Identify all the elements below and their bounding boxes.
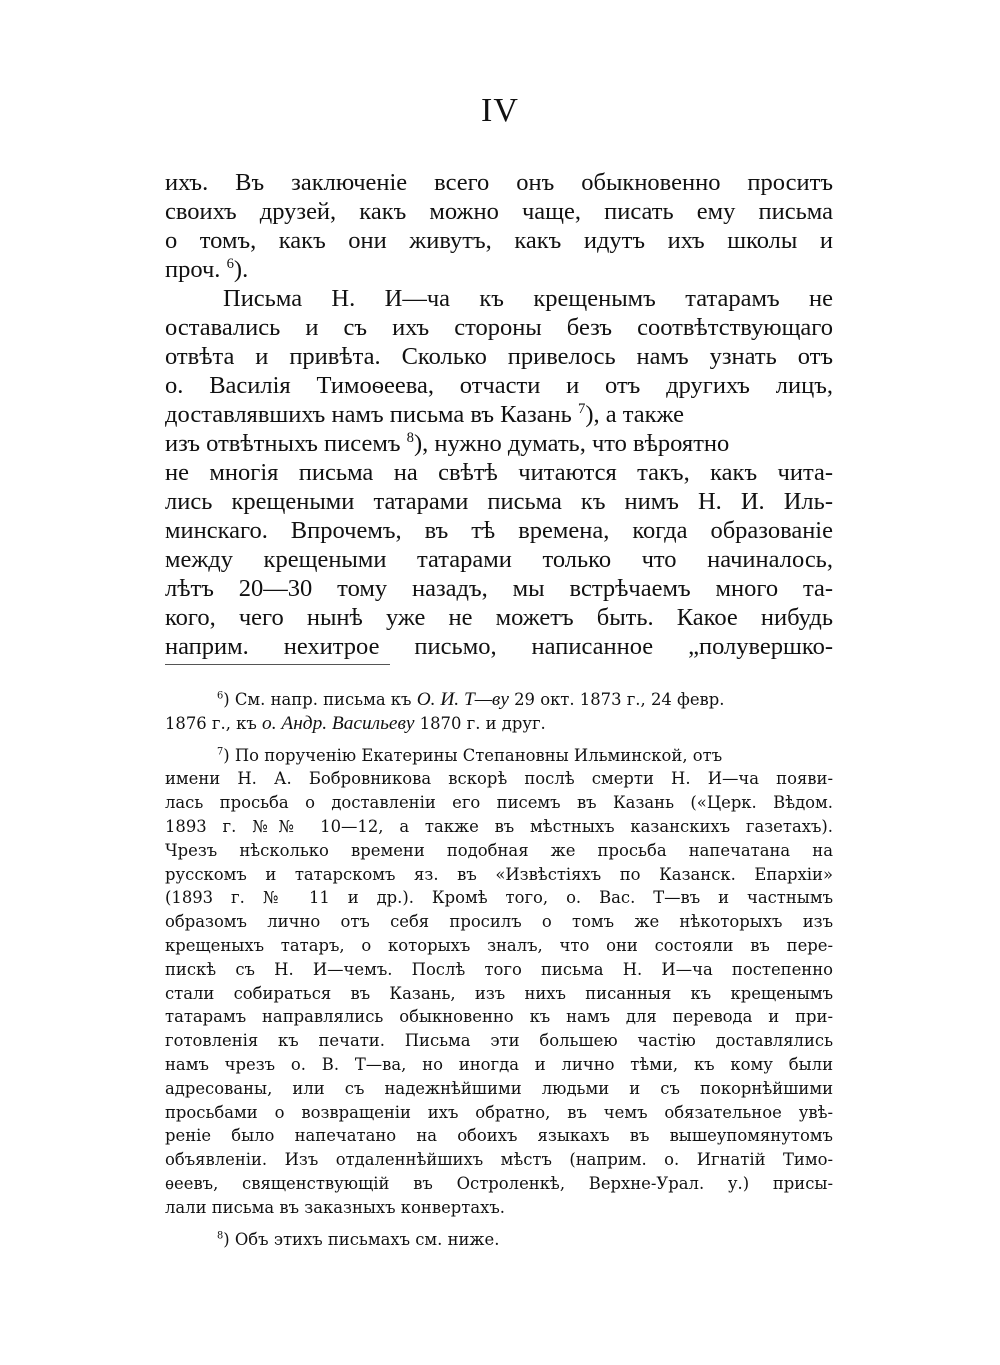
text-line bbox=[165, 400, 833, 429]
footnote-line: татарамъ направлялись обыкновенно къ намъ для перевода и при- bbox=[165, 1007, 833, 1027]
text-line: о. Василiя Тимоѳеева, отчасти и отъ другихъ лицъ, bbox=[165, 372, 833, 399]
footnote-line: просьбами о возвращенiи ихъ обратно, въ чемъ обязательное увѣ- bbox=[165, 1102, 833, 1122]
footnote-line: (1893 г. № 11 и др.). Кромѣ того, о. Вас. Т—въ и частнымъ bbox=[165, 888, 833, 908]
text-line: между крещеными татарами только что начиналось, bbox=[165, 546, 833, 573]
footnote-mark: 6 bbox=[217, 690, 224, 702]
text-line: Письма Н. И—ча къ крещенымъ татарамъ не bbox=[223, 285, 833, 312]
text-line: оставались и съ ихъ стороны безъ соотвѣтствующаго bbox=[165, 314, 833, 341]
page-number: IV bbox=[481, 92, 519, 129]
footnote-line: крещеныхъ татаръ, о которыхъ зналъ, что они состояли въ пере- bbox=[165, 935, 833, 955]
footnote-line: намъ чрезъ о. В. Т—ва, но иногда и лично тѣми, къ кому были bbox=[165, 1054, 833, 1074]
text-fragment: ) См. напр. письма къ bbox=[223, 690, 417, 709]
footnote-line: пискѣ съ Н. И—чемъ. Послѣ того письма Н. И—ча постепенно bbox=[165, 959, 833, 979]
text-fragment: изъ отвѣтныхъ писемъ bbox=[165, 430, 407, 457]
text-line: отвѣта и привѣта. Сколько привелось намъ узнать отъ bbox=[165, 343, 833, 370]
text-fragment: ), а также bbox=[585, 401, 684, 428]
footnote-line: русскомъ и татарскомъ яз. въ «Извѣстiяхъ по Казанск. Епархiи» bbox=[165, 864, 833, 884]
footnote-line bbox=[165, 712, 833, 736]
footnote-ref-7: 7 bbox=[577, 400, 586, 417]
text-line: о томъ, какъ они живутъ, какъ идутъ ихъ школы и bbox=[165, 227, 833, 254]
text-line: лѣтъ 20—30 тому назадъ, мы встрѣчаемъ много та- bbox=[165, 575, 833, 602]
footnote-line bbox=[165, 688, 833, 712]
text-fragment: 29 окт. 1873 г., 24 февр. bbox=[508, 690, 725, 709]
footnote-line: адресованы, или съ надежнѣйшими людьми и съ покорнѣйшими bbox=[165, 1078, 833, 1098]
text-line: лись крещеными татарами письма къ нимъ Н. И. Иль- bbox=[165, 488, 833, 515]
text-fragment: доставлявшихъ намъ письма въ Казань bbox=[165, 401, 578, 428]
text-line: кого, чего нынѣ уже не можетъ быть. Какое нибудь bbox=[165, 604, 833, 631]
text-line: минскаго. Впрочемъ, въ тѣ времена, когда образованiе bbox=[165, 517, 833, 544]
footnote-line: лали письма въ заказныхъ конвертахъ. bbox=[165, 1197, 505, 1217]
footnote-mark: 7 bbox=[217, 746, 224, 758]
footnote-divider bbox=[165, 664, 390, 665]
footnote-line: 1893 г. №№ 10—12, а также въ мѣстныхъ казанскихъ газетахъ). bbox=[165, 816, 833, 836]
footnote-line: ренiе было напечатано на обоихъ языкахъ въ вышеупомянутомъ bbox=[165, 1126, 833, 1146]
footnote-line: имени Н. А. Бобровникова вскорѣ послѣ смерти Н. И—ча появи- bbox=[165, 769, 833, 789]
footnote-line bbox=[165, 744, 833, 768]
text-fragment: ), нужно думать, что вѣроятно bbox=[413, 430, 730, 457]
text-line bbox=[165, 429, 833, 458]
text-fragment: проч. bbox=[165, 256, 227, 283]
footnote-line: лась просьба о доставленiи его писемъ въ Казань («Церк. Вѣдом. bbox=[165, 793, 833, 813]
text-fragment: ). bbox=[233, 256, 249, 283]
footnote-line: образомъ лично отъ себя просилъ о томъ же нѣкоторыхъ изъ bbox=[165, 912, 833, 932]
footnote-mark: 8 bbox=[217, 1230, 224, 1242]
footnote-line: готовленiя къ печати. Письма эти большею частiю доставлялись bbox=[165, 1031, 833, 1051]
footnote-8 bbox=[165, 1228, 833, 1252]
text-line: ихъ. Въ заключенiе всего онъ обыкновенно проситъ bbox=[165, 169, 833, 196]
text-fragment: ) По порученiю Екатерины Степановны Ильминской, отъ bbox=[223, 745, 723, 765]
footnote-line bbox=[165, 1228, 833, 1252]
text-fragment: ) Объ этихъ письмахъ см. ниже. bbox=[223, 1229, 500, 1249]
text-fragment: о. Андр. Васильеву bbox=[262, 712, 415, 734]
text-line bbox=[165, 255, 833, 284]
text-line: не многiя письма на свѣтѣ читаются такъ, какъ чита- bbox=[165, 459, 833, 486]
footnote-7 bbox=[165, 744, 833, 1220]
footnote-ref-6: 6 bbox=[226, 255, 234, 272]
footnote-line: Чрезъ нѣсколько времени подобная же просьба напечатана на bbox=[165, 840, 833, 860]
text-line: наприм. нехитрое письмо, написанное „полувершко- bbox=[165, 633, 833, 660]
text-line: своихъ друзей, какъ можно чаще, писать ему письма bbox=[165, 198, 833, 225]
text-fragment: 1876 г., къ bbox=[165, 713, 263, 733]
main-text bbox=[165, 168, 833, 661]
text-fragment: 1870 г. и друг. bbox=[414, 713, 546, 733]
text-fragment: О. И. Т—ву bbox=[416, 689, 509, 710]
footnote-line: ѳеевъ, священствующiй въ Остроленкѣ, Верхне-Урал. у.) присы- bbox=[165, 1173, 833, 1193]
footnote-6 bbox=[165, 688, 833, 736]
footnote-ref-8: 8 bbox=[406, 429, 414, 446]
footnote-line: объявленiи. Изъ отдаленнѣйшихъ мѣстъ (наприм. о. Игнатiй Тимо- bbox=[165, 1150, 833, 1170]
footnotes bbox=[165, 688, 833, 1259]
footnote-line: стали собираться въ Казань, изъ нихъ писанныя къ крещенымъ bbox=[165, 983, 833, 1003]
